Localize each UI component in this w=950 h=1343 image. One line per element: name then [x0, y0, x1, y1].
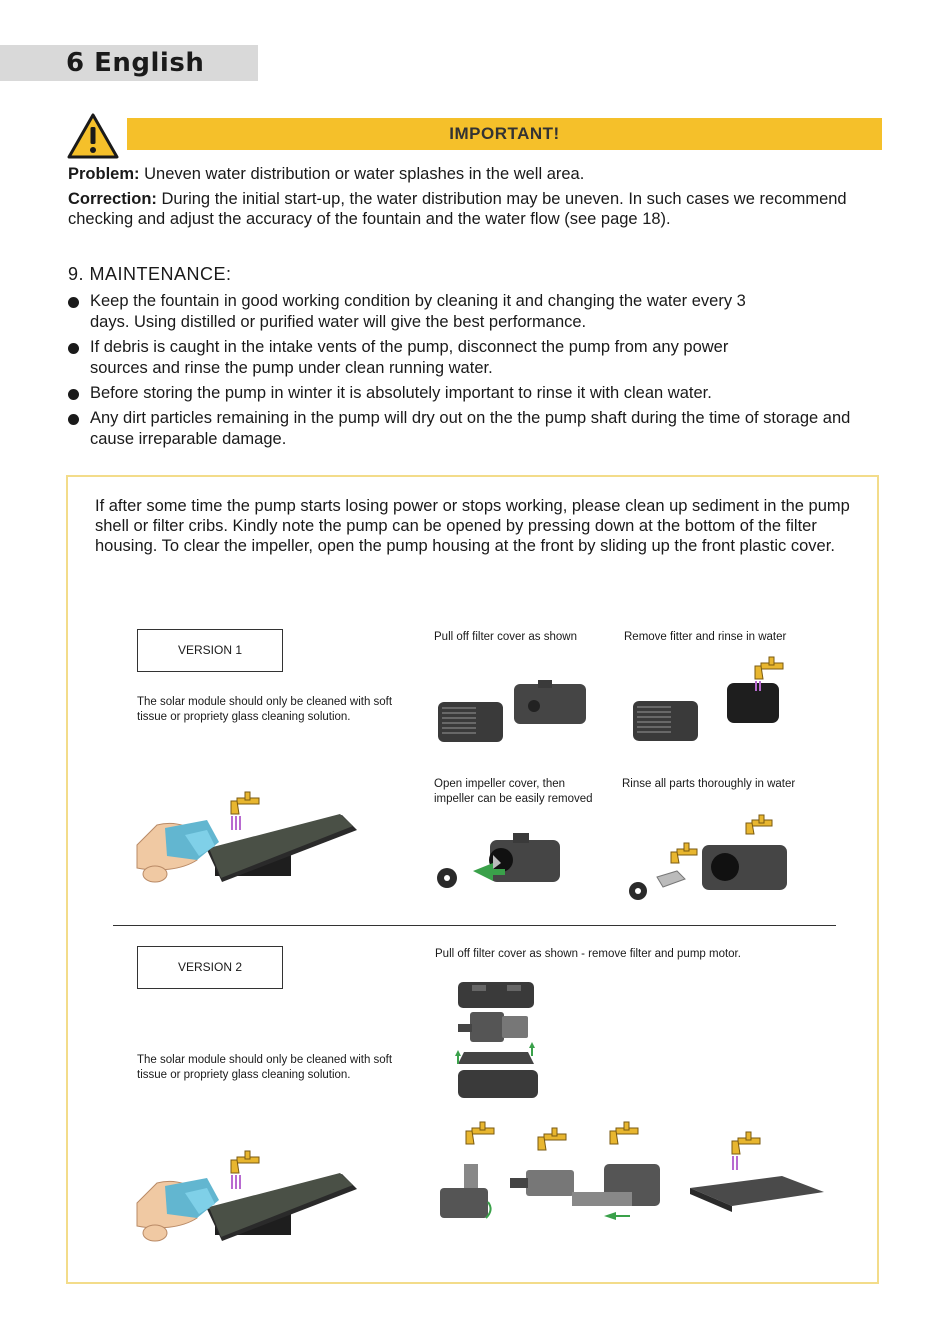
- list-item: [68, 383, 888, 404]
- rinse-all-parts-illustration: [627, 815, 792, 905]
- faucet-icon: [610, 1122, 638, 1144]
- faucet-icon: [231, 1151, 259, 1189]
- list-item: [68, 337, 780, 379]
- solar-panel-cleaning-illustration: [137, 1145, 362, 1260]
- correction-paragraph: [68, 189, 858, 229]
- v1-step2-caption: Remove fitter and rinse in water: [624, 631, 787, 643]
- version2-label: VERSION 2: [177, 960, 243, 974]
- v2-step1-caption: Pull off filter cover as shown - remove filter and pump motor.: [435, 948, 741, 960]
- maintenance-heading: 9. MAINTENANCE:: [68, 264, 232, 284]
- problem-paragraph: [68, 164, 888, 184]
- impeller-removal-illustration: [435, 825, 565, 890]
- important-banner: [127, 118, 882, 150]
- bullet-icon: [68, 343, 79, 354]
- section-divider: [113, 925, 836, 926]
- faucet-icon: [732, 1132, 760, 1170]
- maintenance-list: [68, 291, 888, 454]
- list-item: [68, 408, 888, 450]
- list-item-text: If debris is caught in the intake vents of the pump, disconnect the pump from any power sources and rinse the pump under clean running water.: [90, 338, 729, 377]
- version1-label: VERSION 1: [177, 643, 243, 657]
- solar-panel-cleaning-illustration: [137, 790, 362, 900]
- pump-exploded-view-illustration: [452, 980, 547, 1100]
- list-item-text: Keep the fountain in good working condition by cleaning it and changing the water every 3 days. Using distilled or purified water will give the best performance.: [90, 292, 746, 331]
- cleaning-intro-text: If after some time the pump starts losing power or stops working, please clean up sediment in the pump shell or filter cribs. Kindly note the pump can be opened by pressing down at the bottom of the filter housing. To clear the impeller, open the pump housing at the front by sliding up the front plastic cover.: [95, 497, 850, 555]
- correction-label: Correction:: [68, 190, 157, 208]
- filter-rinse-illustration: [631, 655, 786, 745]
- version1-label-box: [137, 629, 283, 672]
- warning-icon: [67, 113, 119, 159]
- bullet-icon: [68, 297, 79, 308]
- list-item: [68, 291, 780, 333]
- arrow-icon: [604, 1212, 616, 1220]
- version2-label-box: [137, 946, 283, 989]
- problem-text: Uneven water distribution or water splashes in the well area.: [139, 165, 585, 183]
- list-item-text: Any dirt particles remaining in the pump will dry out on the the pump shaft during the time of storage and cause irreparable damage.: [90, 409, 851, 448]
- important-label: IMPORTANT!: [449, 124, 560, 143]
- faucet-icon: [466, 1122, 494, 1144]
- v1-step1-caption: Pull off filter cover as shown: [434, 631, 577, 643]
- pump-filter-cover-illustration: [436, 680, 591, 745]
- faucet-icon: [671, 843, 697, 863]
- faucet-icon: [538, 1128, 566, 1150]
- correction-text: During the initial start-up, the water distribution may be uneven. In such cases we recommend checking and adjust the accuracy of the fountain and the water flow (see page 18).: [68, 190, 847, 228]
- list-item-text: Before storing the pump in winter it is absolutely important to rinse it with clean water.: [90, 384, 712, 402]
- bullet-icon: [68, 414, 79, 425]
- version1-solar-note: The solar module should only be cleaned with soft tissue or propriety glass cleaning solution.: [137, 696, 393, 723]
- arrow-icon: [455, 1050, 461, 1056]
- faucet-icon: [746, 815, 772, 834]
- version2-solar-note: The solar module should only be cleaned with soft tissue or propriety glass cleaning solution.: [137, 1054, 393, 1081]
- arrow-icon: [529, 1042, 535, 1048]
- page-title: [0, 45, 258, 81]
- page-title-text: 6 English: [66, 48, 205, 78]
- faucet-icon: [231, 792, 259, 830]
- problem-label: Problem:: [68, 165, 140, 183]
- bullet-icon: [68, 389, 79, 400]
- v2-rinse-parts-illustration: [436, 1120, 826, 1225]
- v1-step4-caption: Rinse all parts thoroughly in water: [622, 778, 796, 790]
- v1-step3-caption: Open impeller cover, then impeller can be easily removed: [434, 778, 593, 805]
